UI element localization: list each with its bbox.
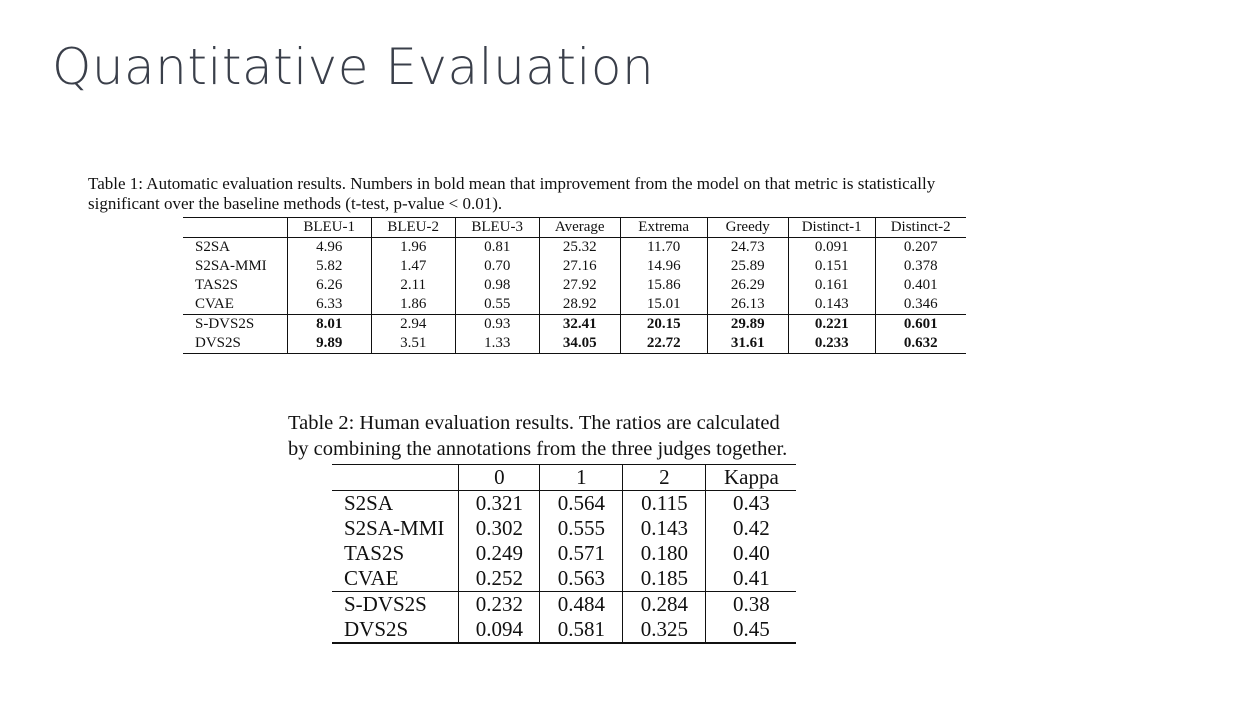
table1-header-distinct1: Distinct-1: [788, 218, 875, 238]
table-cell: 0.143: [623, 516, 706, 541]
table-cell: 1.47: [371, 257, 455, 276]
table1-header-average: Average: [539, 218, 620, 238]
table-cell: 0.252: [459, 566, 540, 592]
table2-header-1: 1: [540, 465, 623, 491]
table-cell: 28.92: [539, 295, 620, 315]
table-cell: 25.89: [707, 257, 788, 276]
table-cell: 2.94: [371, 315, 455, 335]
table-row: [183, 315, 966, 335]
table-cell: 0.221: [788, 315, 875, 335]
table-row: [183, 257, 966, 276]
table-cell: 14.96: [620, 257, 707, 276]
table2-caption: [288, 410, 868, 462]
table-cell: 0.81: [455, 238, 539, 258]
table-row: [332, 617, 796, 643]
table-cell: 32.41: [539, 315, 620, 335]
table-cell: 0.632: [875, 334, 966, 354]
table2-caption-line1: Table 2: Human evaluation results. The ratios are calculated: [288, 412, 780, 434]
table-cell: 2.11: [371, 276, 455, 295]
table2-header-kappa: Kappa: [706, 465, 797, 491]
table2-caption-line2: by combining the annotations from the three judges together.: [288, 438, 788, 460]
table-row: [183, 238, 966, 258]
slide-title: Quantitative Evaluation: [52, 38, 655, 96]
table-cell: 0.93: [455, 315, 539, 335]
table2-header-2: 2: [623, 465, 706, 491]
table1-header-bleu3: BLEU-3: [455, 218, 539, 238]
table-cell: 3.51: [371, 334, 455, 354]
table-cell: 0.115: [623, 491, 706, 517]
table-cell: 31.61: [707, 334, 788, 354]
table-cell: 0.143: [788, 295, 875, 315]
table-cell: 25.32: [539, 238, 620, 258]
table-row: [183, 334, 966, 354]
table-cell: 0.38: [706, 592, 797, 618]
table-cell: 1.33: [455, 334, 539, 354]
table1-header-row: [183, 218, 966, 238]
table-cell: 1.96: [371, 238, 455, 258]
table-cell: 15.86: [620, 276, 707, 295]
table-row: [332, 541, 796, 566]
table-cell: 34.05: [539, 334, 620, 354]
table-cell: 27.92: [539, 276, 620, 295]
table-cell: 0.581: [540, 617, 623, 643]
table-cell: 0.232: [459, 592, 540, 618]
table-cell: 0.42: [706, 516, 797, 541]
table-cell: 0.601: [875, 315, 966, 335]
table-cell: 0.401: [875, 276, 966, 295]
table1-caption-line1: Table 1: Automatic evaluation results. Numbers in bold mean that improvement from the model on that metric is statistically: [88, 174, 936, 193]
table-row: [332, 592, 796, 618]
row-label: S2SA: [332, 491, 459, 517]
table-cell: 0.249: [459, 541, 540, 566]
table-cell: 0.43: [706, 491, 797, 517]
table-cell: 0.98: [455, 276, 539, 295]
table1-header-bleu2: BLEU-2: [371, 218, 455, 238]
row-label: TAS2S: [344, 541, 405, 565]
table-cell: 6.33: [287, 295, 371, 315]
table-cell: 0.564: [540, 491, 623, 517]
table-cell: 0.207: [875, 238, 966, 258]
table1-header-corner: [183, 218, 287, 238]
table-cell: 0.555: [540, 516, 623, 541]
row-label: DVS2S: [183, 334, 287, 354]
table-cell: 0.571: [540, 541, 623, 566]
table-cell: 0.185: [623, 566, 706, 592]
table-cell: 15.01: [620, 295, 707, 315]
table-cell: 0.325: [623, 617, 706, 643]
row-label: S-DVS2S: [183, 315, 287, 335]
table-cell: 24.73: [707, 238, 788, 258]
row-label: S2SA-MMI: [344, 516, 445, 540]
table-cell: 26.13: [707, 295, 788, 315]
row-label: DVS2S: [332, 617, 459, 643]
table1-caption-line2: significant over the baseline methods (t-test, p-value < 0.01).: [88, 194, 503, 213]
table2-header-row: [332, 465, 796, 491]
table-row: [332, 491, 796, 517]
table-cell: 29.89: [707, 315, 788, 335]
table-row: [332, 566, 796, 592]
table-cell: 22.72: [620, 334, 707, 354]
table-cell: 4.96: [287, 238, 371, 258]
table-cell: 9.89: [287, 334, 371, 354]
row-label: CVAE: [344, 566, 399, 590]
table-cell: 11.70: [620, 238, 707, 258]
table-row: [332, 516, 796, 541]
human-evaluation-table: [332, 464, 796, 644]
table-row: [183, 295, 966, 315]
table-cell: 5.82: [287, 257, 371, 276]
table1-header-bleu1: BLEU-1: [287, 218, 371, 238]
row-label: S2SA: [183, 238, 287, 258]
row-label: CVAE: [195, 296, 234, 312]
table-cell: 0.233: [788, 334, 875, 354]
table-cell: 0.55: [455, 295, 539, 315]
table2-header-0: 0: [459, 465, 540, 491]
table-cell: 0.180: [623, 541, 706, 566]
row-label: S-DVS2S: [332, 592, 459, 618]
table-cell: 27.16: [539, 257, 620, 276]
table-cell: 0.302: [459, 516, 540, 541]
automatic-evaluation-table: [183, 217, 966, 354]
table1-header-extrema: Extrema: [620, 218, 707, 238]
table-cell: 0.161: [788, 276, 875, 295]
row-label: S2SA-MMI: [195, 258, 267, 274]
table-cell: 0.70: [455, 257, 539, 276]
table-cell: 0.151: [788, 257, 875, 276]
table-cell: 0.091: [788, 238, 875, 258]
table-cell: 0.40: [706, 541, 797, 566]
table-cell: 0.41: [706, 566, 797, 592]
table-cell: 6.26: [287, 276, 371, 295]
table-cell: 0.45: [706, 617, 797, 643]
table1-caption: [88, 174, 1088, 214]
table-cell: 26.29: [707, 276, 788, 295]
table-cell: 0.284: [623, 592, 706, 618]
table-cell: 20.15: [620, 315, 707, 335]
table-cell: 8.01: [287, 315, 371, 335]
table-cell: 0.094: [459, 617, 540, 643]
table1-header-distinct2: Distinct-2: [875, 218, 966, 238]
table-cell: 0.563: [540, 566, 623, 592]
table-cell: 0.484: [540, 592, 623, 618]
table-cell: 0.346: [875, 295, 966, 315]
row-label: TAS2S: [195, 277, 238, 293]
table-cell: 1.86: [371, 295, 455, 315]
table-row: [183, 276, 966, 295]
table-cell: 0.378: [875, 257, 966, 276]
table-cell: 0.321: [459, 491, 540, 517]
table2-header-corner: [332, 465, 459, 491]
table1-header-greedy: Greedy: [707, 218, 788, 238]
